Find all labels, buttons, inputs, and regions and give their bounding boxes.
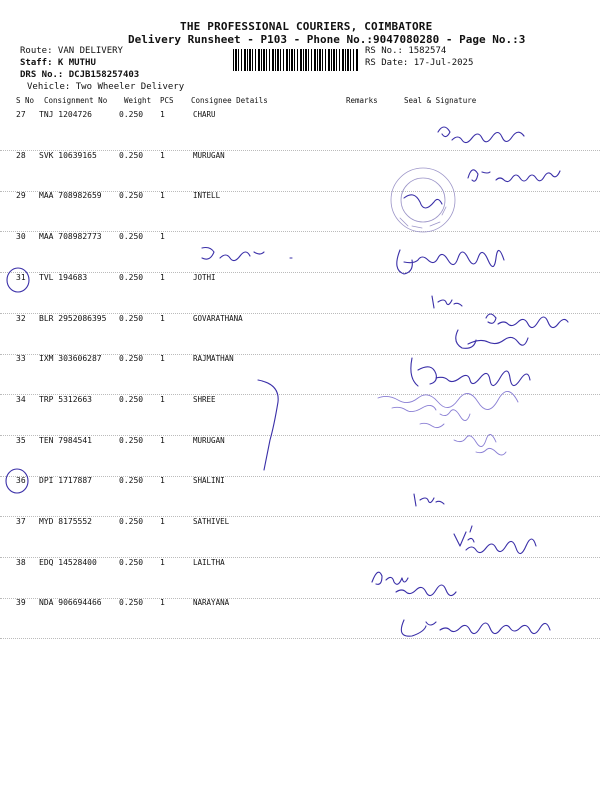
table-row (0, 598, 600, 639)
row-weight: 0.250 (119, 232, 144, 242)
table-row (0, 558, 600, 599)
route-label: Route: VAN DELIVERY (20, 46, 123, 56)
table-row (0, 395, 600, 436)
table-row (0, 232, 600, 273)
row-weight: 0.250 (119, 150, 144, 160)
row-consignee: SATHIVEL (193, 517, 230, 526)
row-weight: 0.250 (119, 476, 144, 486)
row-consignment: BLR 2952086395 (39, 313, 107, 323)
row-consignment: MYD 8175552 (39, 517, 92, 526)
row-consignee: SHREE (193, 394, 216, 404)
row-pcs: 1 (160, 517, 165, 526)
row-consignee: MURUGAN (193, 150, 225, 160)
row-consignment: MAA 708982773 (39, 232, 102, 242)
row-sno: 36 (16, 476, 26, 486)
row-weight: 0.250 (119, 313, 144, 323)
col-consignee: Consignee Details (191, 96, 268, 105)
row-sno: 35 (16, 435, 26, 445)
row-weight: 0.250 (119, 517, 144, 526)
row-consignee: SHALINI (193, 476, 225, 486)
row-pcs: 1 (160, 232, 165, 242)
row-consignment: IXM 303606287 (39, 354, 102, 364)
company-title: THE PROFESSIONAL COURIERS, COIMBATORE (180, 20, 433, 33)
row-pcs: 1 (160, 110, 165, 119)
col-weight: Weight (124, 96, 152, 105)
row-consignment: DPI 1717887 (39, 476, 92, 486)
row-weight: 0.250 (119, 557, 144, 567)
row-pcs: 1 (160, 191, 165, 201)
table-row (0, 436, 600, 477)
col-consignment: Consignment No (44, 96, 108, 105)
row-consignment: SVK 10639165 (39, 150, 97, 160)
row-weight: 0.250 (119, 598, 144, 608)
row-sno: 28 (16, 150, 26, 160)
row-consignee: NARAYANA (193, 598, 230, 608)
table-row (0, 191, 600, 232)
col-sno: S No (16, 96, 35, 105)
row-sno: 29 (16, 191, 26, 201)
row-sno: 31 (16, 272, 26, 282)
row-weight: 0.250 (119, 435, 144, 445)
row-weight: 0.250 (119, 354, 144, 364)
row-pcs: 1 (160, 435, 165, 445)
staff-label: Staff: K MUTHU (20, 58, 96, 68)
vehicle-label: Vehicle: Two Wheeler Delivery (27, 82, 185, 92)
row-consignment: NDA 906694466 (39, 598, 102, 608)
row-consignee: RAJMATHAN (193, 354, 234, 364)
row-consignment: EDQ 14528400 (39, 557, 97, 567)
row-consignee: MURUGAN (193, 435, 225, 445)
table-row (0, 314, 600, 355)
table-row (0, 354, 600, 395)
row-pcs: 1 (160, 476, 165, 486)
row-consignment: MAA 708982659 (39, 191, 102, 201)
row-consignment: TNJ 1204726 (39, 110, 92, 119)
table-row (0, 151, 600, 192)
row-sno: 39 (16, 598, 26, 608)
row-sno: 27 (16, 110, 26, 119)
table-row (0, 273, 600, 314)
row-sno: 34 (16, 394, 26, 404)
row-pcs: 1 (160, 150, 165, 160)
col-pcs: PCS (160, 96, 174, 105)
row-pcs: 1 (160, 313, 165, 323)
row-pcs: 1 (160, 354, 165, 364)
row-weight: 0.250 (119, 394, 144, 404)
row-consignee: LAILTHA (193, 557, 225, 567)
row-consignment: TEN 7984541 (39, 435, 92, 445)
row-sno: 37 (16, 517, 26, 526)
runsheet-title: Delivery Runsheet - P103 - Phone No.:9047080280 - Page No.:3 (128, 33, 526, 46)
row-weight: 0.250 (119, 191, 144, 201)
row-sno: 38 (16, 557, 26, 567)
row-weight: 0.250 (119, 110, 144, 119)
row-sno: 33 (16, 354, 26, 364)
row-consignment: TRP 5312663 (39, 394, 92, 404)
row-sno: 30 (16, 232, 26, 242)
table-row (0, 476, 600, 517)
row-weight: 0.250 (119, 272, 144, 282)
row-consignment: TVL 194683 (39, 272, 88, 282)
row-pcs: 1 (160, 272, 165, 282)
table-row (0, 110, 600, 151)
row-consignee: INTELL (193, 191, 221, 201)
col-seal: Seal & Signature (404, 96, 477, 105)
row-consignee: CHARU (193, 110, 216, 119)
rs-date: RS Date: 17-Jul-2025 (365, 58, 474, 68)
row-pcs: 1 (160, 394, 165, 404)
row-pcs: 1 (160, 598, 165, 608)
barcode (233, 49, 359, 71)
row-consignee: GOVARATHANA (193, 313, 243, 323)
drs-label: DRS No.: DCJB158257403 (20, 70, 140, 80)
row-pcs: 1 (160, 557, 165, 567)
rs-no: RS No.: 1582574 (365, 46, 447, 56)
col-remarks: Remarks (346, 96, 378, 105)
row-consignee: JOTHI (193, 272, 216, 282)
row-sno: 32 (16, 313, 26, 323)
table-row (0, 517, 600, 558)
